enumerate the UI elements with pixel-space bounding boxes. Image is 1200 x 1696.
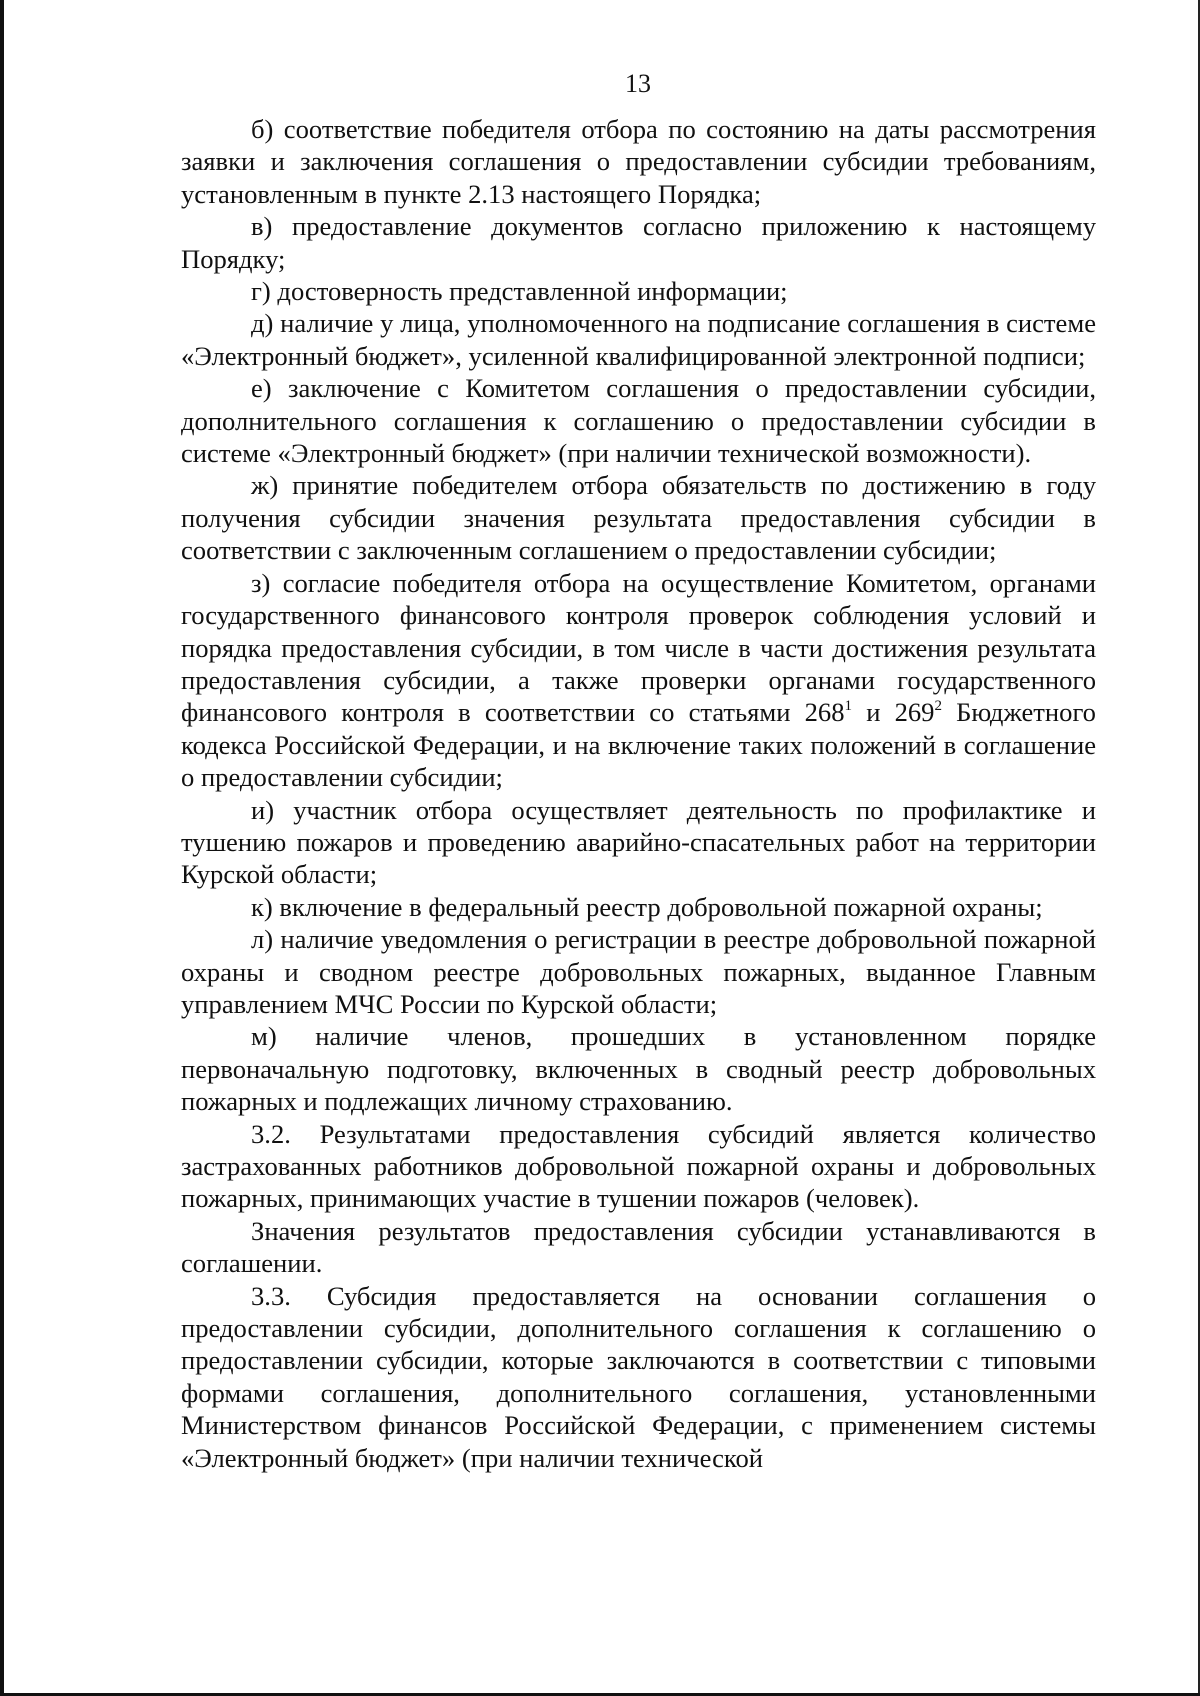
- paragraph-e: е) заключение с Комитетом соглашения о предоставлении субсидии, дополнительного соглашения к соглашению о предоставлении субсидии в системе «Электронный бюджет» (при наличии технической возможности).: [181, 373, 1096, 469]
- paragraph-z: [181, 567, 1096, 794]
- paragraph-m: м) наличие членов, прошедших в установленном порядке первоначальную подготовку, включенных в сводный реестр добровольных пожарных и подлежащих личному страхованию.: [181, 1021, 1096, 1117]
- paragraph-v: в) предоставление документов согласно приложению к настоящему Порядку;: [181, 211, 1096, 274]
- paragraph-3-3: 3.3. Субсидия предоставляется на основании соглашения о предоставлении субсидии, дополнительного соглашения к соглашению о предоставлении субсидии, которые заключаются в соответствии с типовыми формами соглашения, дополнительного соглашения, установленными Министерством финансов Российской Федерации, с применением системы «Электронный бюджет» (при наличии технической: [181, 1280, 1096, 1473]
- footnote-sup-2: 2: [934, 698, 942, 715]
- paragraph-g: г) достоверность представленной информации;: [251, 276, 788, 307]
- paragraph-results-values: Значения результатов предоставления субсидии устанавливаются в соглашении.: [181, 1215, 1096, 1279]
- paragraph-k: к) включение в федеральный реестр добровольной пожарной охраны;: [251, 891, 1043, 922]
- paragraph-zh: ж) принятие победителем отбора обязательств по достижению в году получения субсидии значения результата предоставления субсидии в соответствии с заключенным соглашением о предоставлении субсидии;: [181, 470, 1096, 566]
- paragraph-z-text-3: Бюджетного кодекса Российской Федерации, и на включение таких положений в соглашение о предоставлении субсидии;: [181, 697, 1096, 793]
- document-body: [181, 113, 1096, 1474]
- footnote-sup-1: 1: [844, 698, 853, 715]
- paragraph-b: б) соответствие победителя отбора по состоянию на даты рассмотрения заявки и заключения соглашения о предоставлении субсидии требованиям, установленным в пункте 2.13 настоящего Порядка;: [181, 114, 1096, 209]
- scan-edge-left: [0, 0, 4, 1696]
- paragraph-i: и) участник отбора осуществляет деятельность по профилактике и тушению пожаров и проведению аварийно-спасательных работ на территории Курской области;: [181, 794, 1096, 890]
- paragraph-d: д) наличие у лица, уполномоченного на подписание соглашения в системе «Электронный бюджет», усиленной квалифицированной электронной подписи;: [181, 308, 1096, 371]
- paragraph-z-text-2: и 269: [852, 697, 935, 728]
- paragraph-l: л) наличие уведомления о регистрации в реестре добровольной пожарной охраны и сводном реестре добровольных пожарных, выданное Главным управлением МЧС России по Курской области;: [181, 924, 1096, 1019]
- page-number: 13: [625, 69, 651, 98]
- paragraph-z-text-1: з) согласие победителя отбора на осуществление Комитетом, органами государственного финансового контроля проверок соблюдения условий и порядка предоставления субсидии, в том числе в части достижения результата предоставления субсидии, а также проверки органами государственного финансового контроля в соответствии со статьями 268: [181, 567, 1096, 728]
- paragraph-3-2: 3.2. Результатами предоставления субсидий является количество застрахованных работников добровольной пожарной охраны и добровольных пожарных, принимающих участие в тушении пожаров (человек).: [181, 1118, 1096, 1214]
